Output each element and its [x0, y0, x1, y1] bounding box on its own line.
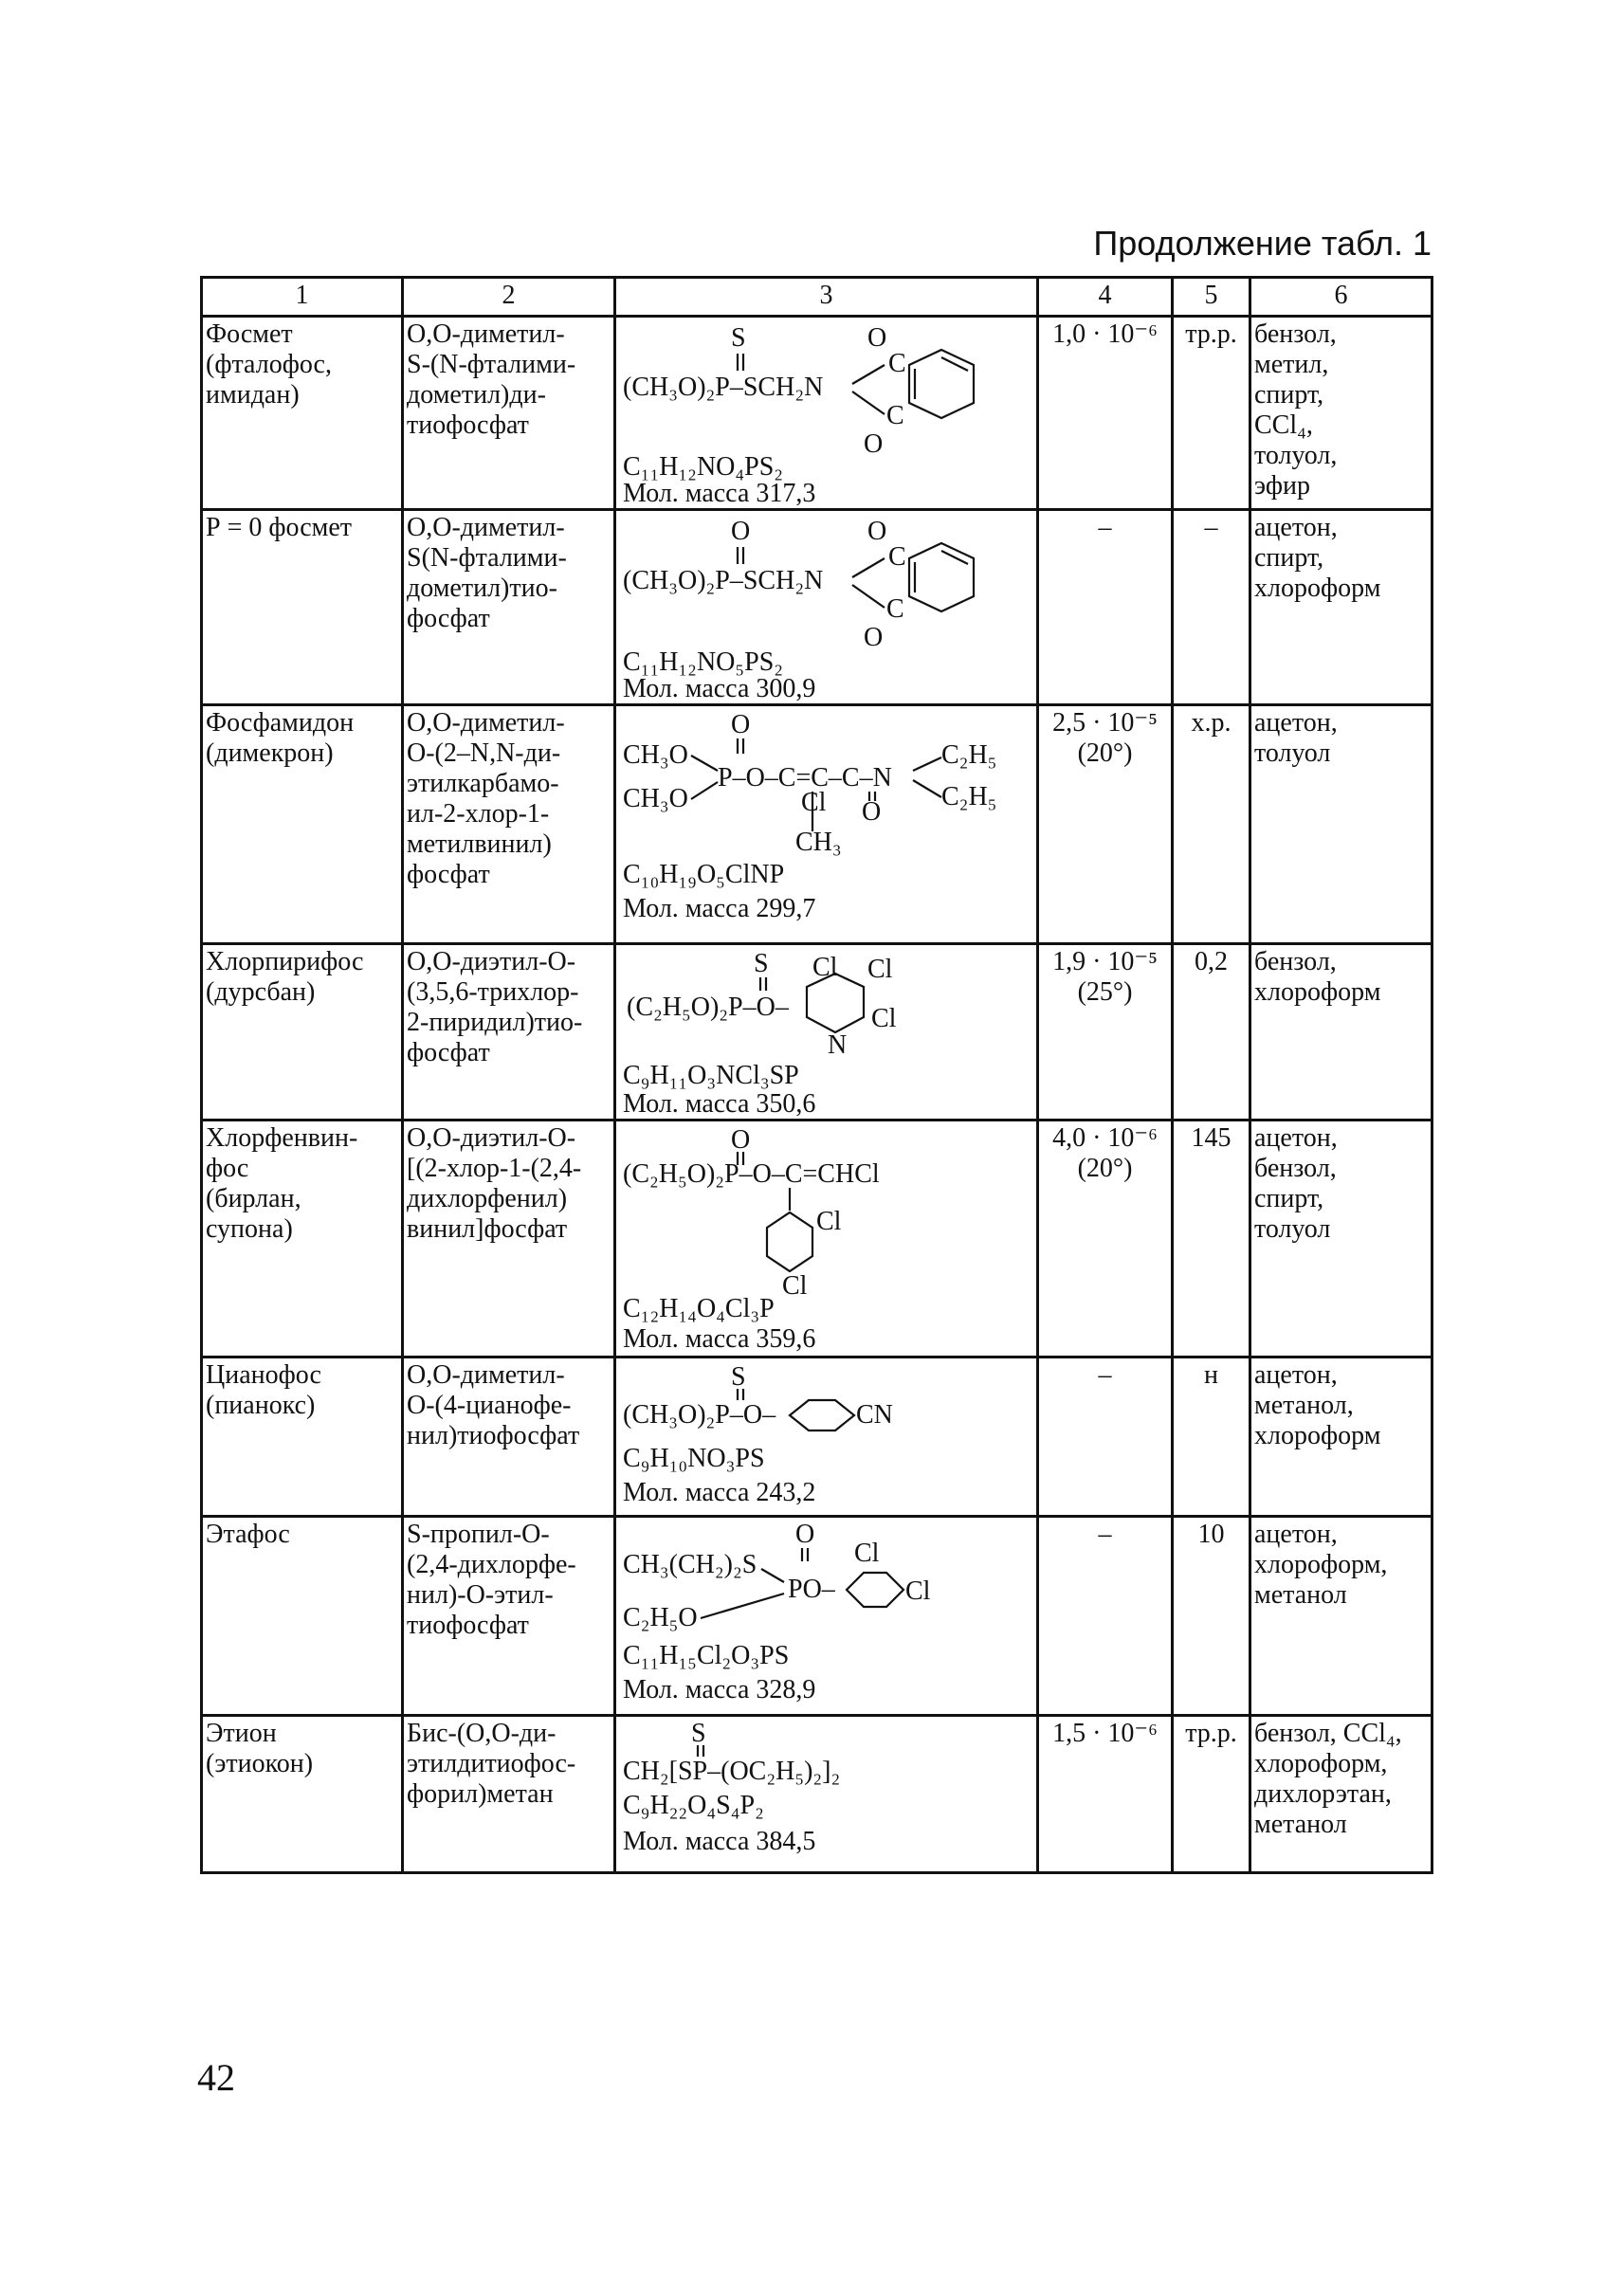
vapor-pressure: 1,0 · 10⁻⁶ [1038, 317, 1173, 510]
svg-text:O: O [731, 710, 751, 739]
svg-text:C₂H₅O: C₂H₅O [623, 1603, 698, 1632]
fosfamidon-structure [619, 708, 1032, 939]
svg-text:N: N [828, 1030, 848, 1060]
svg-text:Cl: Cl [871, 1004, 897, 1033]
svg-text:(CH₃O)₂P–SCH₂N: (CH₃O)₂P–SCH₂N [623, 373, 824, 402]
svg-text:(CH₃O)₂P–SCH₂N: (CH₃O)₂P–SCH₂N [623, 566, 824, 595]
svg-text:Мол. масса 317,3: Мол. масса 317,3 [623, 479, 816, 505]
water-solubility: н [1173, 1358, 1250, 1517]
svg-text:Cl: Cl [782, 1271, 808, 1301]
svg-text:O: O [864, 623, 884, 652]
svg-text:O: O [864, 429, 884, 459]
svg-text:Мол. масса 384,5: Мол. масса 384,5 [623, 1827, 816, 1856]
svg-text:O: O [862, 797, 882, 827]
svg-text:O: O [731, 517, 751, 546]
water-solubility: х.р. [1173, 705, 1250, 944]
chemical-name: О,О-диметил- О-(4-цианофе- нил)тиофосфат [403, 1358, 615, 1517]
structure-cell [615, 1358, 1038, 1517]
vapor-pressure: – [1038, 510, 1173, 705]
svg-text:CH₃O: CH₃O [623, 740, 688, 770]
table-row [202, 944, 1432, 1121]
svg-text:C₉H₂₂O₄S₄P₂: C₉H₂₂O₄S₄P₂ [623, 1791, 764, 1820]
chlorfenvinphos-structure [619, 1123, 1032, 1353]
solvents: бензол, метил, спирт, CCl₄, толуол, эфир [1250, 317, 1432, 510]
table-header-row [202, 278, 1432, 317]
solvents: ацетон, метанол, хлороформ [1250, 1358, 1432, 1517]
svg-text:Мол. масса 243,2: Мол. масса 243,2 [623, 1478, 816, 1507]
vapor-pressure: – [1038, 1358, 1173, 1517]
svg-text:Мол. масса 299,7: Мол. масса 299,7 [623, 894, 816, 923]
table-row [202, 705, 1432, 944]
water-solubility: 0,2 [1173, 944, 1250, 1121]
svg-text:C₁₁H₁₅Cl₂O₃PS: C₁₁H₁₅Cl₂O₃PS [623, 1641, 790, 1670]
svg-text:Cl: Cl [854, 1539, 880, 1568]
chemical-name: О,О-диметил- О-(2–N,N-ди- этилкарбамо- ил-2-хлор-1- метилвинил) фосфат [403, 705, 615, 944]
svg-text:C: C [888, 349, 906, 378]
vapor-pressure: 2,5 · 10⁻⁵ (20°) [1038, 705, 1173, 944]
water-solubility: тр.р. [1173, 317, 1250, 510]
structure-cell [615, 1121, 1038, 1358]
svg-text:Cl: Cl [905, 1576, 931, 1606]
structure-cell [615, 1716, 1038, 1873]
svg-text:C: C [888, 542, 906, 572]
water-solubility: 10 [1173, 1517, 1250, 1716]
compound-name: Этион (этиокон) [202, 1716, 403, 1873]
p0-fosmet-structure [619, 513, 1032, 701]
chemical-name: Бис-(О,О-ди- этилдитиофос- форил)метан [403, 1716, 615, 1873]
table-row [202, 1358, 1432, 1517]
svg-text:Мол. масса 300,9: Мол. масса 300,9 [623, 674, 816, 701]
water-solubility: тр.р. [1173, 1716, 1250, 1873]
svg-text:O: O [867, 517, 887, 546]
svg-text:C₁₀H₁₉O₅ClNP: C₁₀H₁₉O₅ClNP [623, 860, 785, 889]
column-header: 3 [615, 278, 1038, 317]
svg-text:Cl: Cl [801, 788, 827, 817]
etafos-structure [619, 1520, 1032, 1711]
svg-text:Мол. масса 350,6: Мол. масса 350,6 [623, 1089, 816, 1116]
svg-text:S: S [754, 949, 769, 978]
svg-text:C₁₂H₁₄O₄Cl₃P: C₁₂H₁₄O₄Cl₃P [623, 1294, 775, 1323]
column-header: 4 [1038, 278, 1173, 317]
solvents: бензол, CCl₄, хлороформ, дихлорэтан, метанол [1250, 1716, 1432, 1873]
solvents: ацетон, хлороформ, метанол [1250, 1517, 1432, 1716]
column-header: 2 [403, 278, 615, 317]
structure-cell [615, 510, 1038, 705]
structure-cell [615, 705, 1038, 944]
water-solubility: – [1173, 510, 1250, 705]
vapor-pressure: 1,9 · 10⁻⁵ (25°) [1038, 944, 1173, 1121]
svg-text:C₂H₅: C₂H₅ [941, 740, 997, 770]
compound-name: Фосфамидон (димекрон) [202, 705, 403, 944]
structure-cell [615, 1517, 1038, 1716]
chemical-name: О,О-диметил- S(N-фталими- дометил)тио- фосфат [403, 510, 615, 705]
chlorpyrifos-structure [619, 947, 1032, 1116]
svg-text:CH₃(CH₂)₂S: CH₃(CH₂)₂S [623, 1550, 757, 1579]
svg-text:C₁₁H₁₂NO₅PS₂: C₁₁H₁₂NO₅PS₂ [623, 647, 784, 677]
compound-name: Хлорфенвин- фос (бирлан, супона) [202, 1121, 403, 1358]
table-row [202, 317, 1432, 510]
compound-name: Этафос [202, 1517, 403, 1716]
svg-text:(C₂H₅O)₂P–O–C=CHCl: (C₂H₅O)₂P–O–C=CHCl [623, 1159, 880, 1189]
svg-text:O: O [867, 323, 887, 353]
chemical-name: О,О-диэтил-О- (3,5,6-трихлор- 2-пиридил)тио- фосфат [403, 944, 615, 1121]
svg-text:O: O [731, 1125, 751, 1155]
water-solubility: 145 [1173, 1121, 1250, 1358]
svg-text:CH₃: CH₃ [795, 828, 842, 857]
column-header: 6 [1250, 278, 1432, 317]
svg-text:S: S [731, 1362, 746, 1392]
solvents: ацетон, спирт, хлороформ [1250, 510, 1432, 705]
column-header: 5 [1173, 278, 1250, 317]
vapor-pressure: 1,5 · 10⁻⁶ [1038, 1716, 1173, 1873]
chemical-name: О,О-диэтил-О- [(2-хлор-1-(2,4- дихлорфенил) винил]фосфат [403, 1121, 615, 1358]
svg-text:CH₂[SP–(OC₂H₅)₂]₂: CH₂[SP–(OC₂H₅)₂]₂ [623, 1757, 841, 1786]
vapor-pressure: 4,0 · 10⁻⁶ (20°) [1038, 1121, 1173, 1358]
fosmet-structure [619, 319, 1032, 505]
structure-cell [615, 944, 1038, 1121]
compound-name: Хлорпирифос (дурсбан) [202, 944, 403, 1121]
pesticide-table [200, 276, 1433, 1874]
svg-text:Мол. масса 359,6: Мол. масса 359,6 [623, 1324, 816, 1353]
solvents: бензол, хлороформ [1250, 944, 1432, 1121]
solvents: ацетон, толуол [1250, 705, 1432, 944]
svg-text:CN: CN [856, 1400, 893, 1430]
table-row [202, 1121, 1432, 1358]
svg-text:C₉H₁₁O₃NCl₃SP: C₉H₁₁O₃NCl₃SP [623, 1061, 799, 1090]
vapor-pressure: – [1038, 1517, 1173, 1716]
svg-text:C: C [886, 401, 904, 430]
svg-text:Мол. масса 328,9: Мол. масса 328,9 [623, 1675, 816, 1704]
svg-text:C: C [886, 594, 904, 624]
page-number: 42 [197, 2056, 235, 2099]
svg-text:CH₃O: CH₃O [623, 784, 688, 813]
svg-text:C₂H₅: C₂H₅ [941, 782, 997, 811]
column-header: 1 [202, 278, 403, 317]
ethion-structure [619, 1719, 1032, 1868]
chemical-name: О,О-диметил- S-(N-фталими- дометил)ди- тиофосфат [403, 317, 615, 510]
svg-text:Cl: Cl [867, 955, 893, 984]
compound-name: Р = 0 фосмет [202, 510, 403, 705]
chemical-name: S-пропил-О- (2,4-дихлорфе- нил)-О-этил- тиофосфат [403, 1517, 615, 1716]
svg-text:(C₂H₅O)₂P–O–: (C₂H₅O)₂P–O– [627, 993, 789, 1022]
svg-text:PO–: PO– [788, 1575, 835, 1604]
table-row [202, 1716, 1432, 1873]
compound-name: Цианофос (пианокс) [202, 1358, 403, 1517]
structure-cell [615, 317, 1038, 510]
svg-text:P–O–C=C–C–N: P–O–C=C–C–N [718, 763, 892, 793]
svg-text:O: O [795, 1520, 815, 1549]
solvents: ацетон, бензол, спирт, толуол [1250, 1121, 1432, 1358]
svg-text:S: S [691, 1719, 706, 1748]
compound-name: Фосмет (фталофос, имидан) [202, 317, 403, 510]
svg-text:Cl: Cl [816, 1207, 842, 1236]
table-continuation-caption: Продолжение табл. 1 [1093, 224, 1432, 263]
svg-text:C₉H₁₀NO₃PS: C₉H₁₀NO₃PS [623, 1444, 765, 1473]
svg-text:C₁₁H₁₂NO₄PS₂: C₁₁H₁₂NO₄PS₂ [623, 452, 784, 482]
table-row [202, 510, 1432, 705]
svg-text:Cl: Cl [812, 953, 838, 982]
svg-text:(CH₃O)₂P–O–: (CH₃O)₂P–O– [623, 1400, 776, 1430]
cyanofos-structure [619, 1360, 1032, 1512]
svg-text:S: S [731, 323, 746, 353]
table-row [202, 1517, 1432, 1716]
